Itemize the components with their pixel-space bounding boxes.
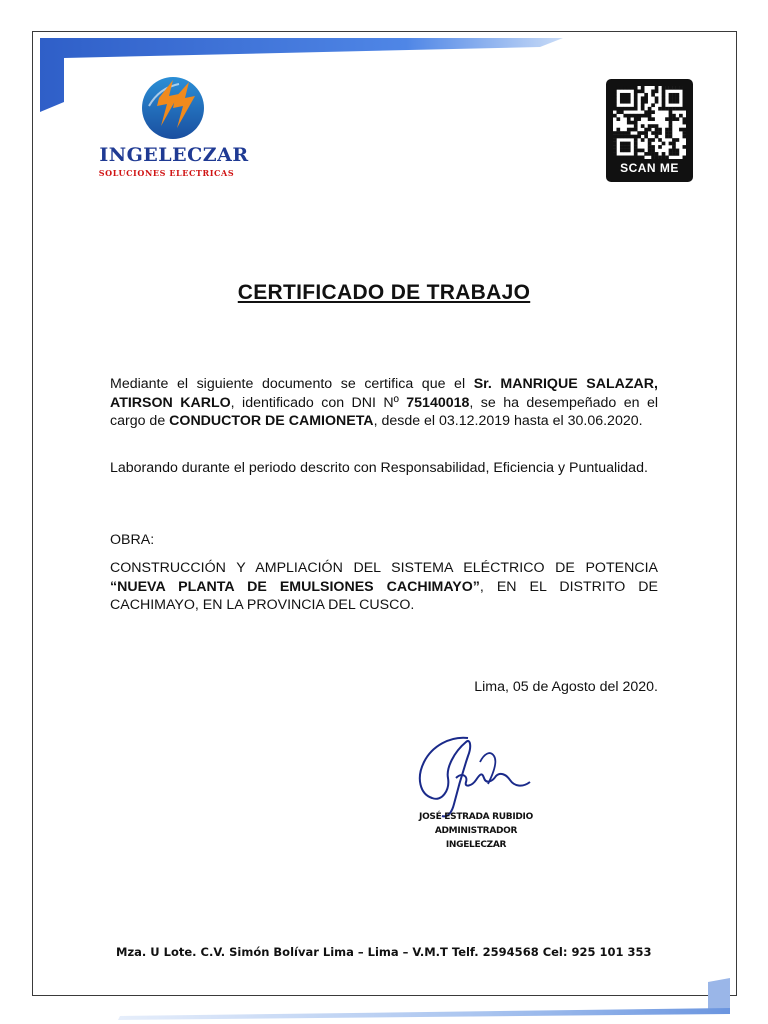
handwritten-signature [410,732,540,822]
lightning-bolt-icon [139,76,209,140]
signatory-block [396,810,556,852]
text: , EN EL DISTRITO DE CACHIMAYO, EN LA PROVINCIA DEL CUSCO. [110,578,658,613]
signatory-name: JOSÉ ESTRADA RUBIDIO [419,812,533,822]
text: , desde el 03.12.2019 hasta el 30.06.2020. [373,413,643,429]
signatory-role: ADMINISTRADOR [434,826,518,836]
employee-name: Sr. MANRIQUE SALAZAR, ATIRSON KARLO [110,376,658,411]
job-position: CONDUCTOR DE CAMIONETA [169,413,374,429]
brand-tagline: SOLUCIONES ELECTRICAS [98,168,235,178]
issue-date: Lima, 05 de Agosto del 2020. [474,679,658,695]
text: CONSTRUCCIÓN Y AMPLIACIÓN DEL SISTEMA ELÉCTRICO DE POTENCIA [110,560,658,576]
qr-code-icon [613,86,686,159]
obra-label: OBRA: [110,532,155,548]
text: , se ha desempeñado en el cargo de [110,394,659,429]
footer-decoration [0,904,768,1024]
document-title: CERTIFICADO DE TRABAJO [237,281,531,304]
company-logo [84,76,264,186]
qr-label: SCAN ME [620,161,679,175]
project-name: “NUEVA PLANTA DE EMULSIONES CACHIMAYO” [110,578,480,595]
signatory-company: INGELECZAR [445,840,507,850]
text: Mediante el siguiente documento se certifica que el [110,376,474,392]
paragraph-performance: Laborando durante el periodo descrito con Responsabilidad, Eficiencia y Puntualidad. [110,460,648,476]
text: , identificado con DNI Nº [230,394,407,411]
footer-address: Mza. U Lote. C.V. Simón Bolívar Lima – Lima – V.M.T Telf. 2594568 Cel: 925 101 353 [116,945,652,959]
dni-number: 75140018 [406,394,470,411]
paragraph-certification [110,375,658,431]
paragraph-project [110,559,658,615]
qr-code[interactable] [606,79,693,182]
brand-name: INGELECZAR [99,144,249,166]
